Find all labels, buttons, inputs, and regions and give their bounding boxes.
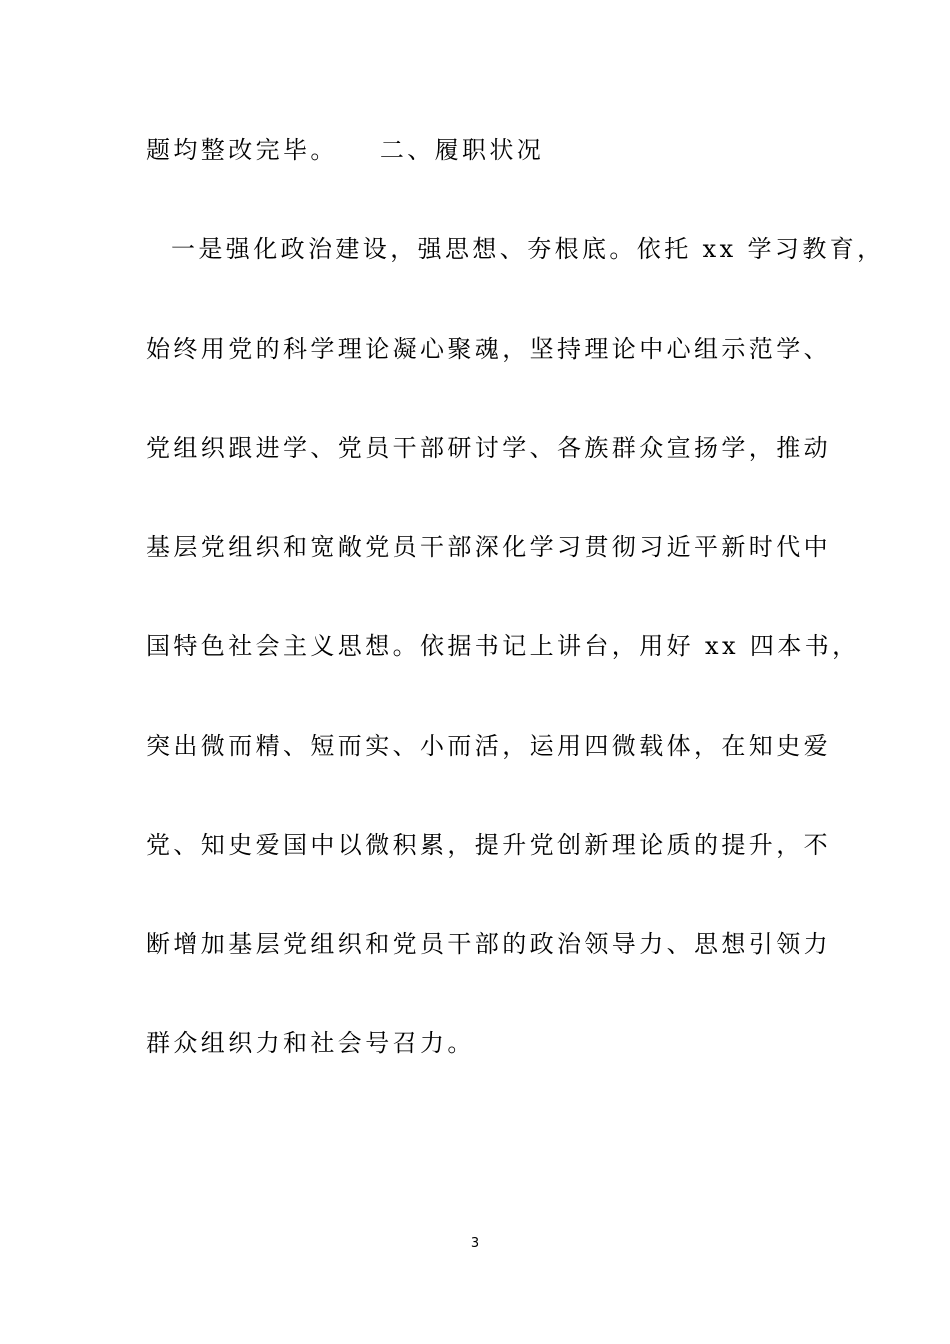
paragraph-line-5: 国特色社会主义思想。依据书记上讲台，用好 xx 四本书， xyxy=(146,632,860,660)
paragraph-line-8: 断增加基层党组织和党员干部的政治领导力、思想引领力 xyxy=(146,930,831,958)
paragraph-line-9: 群众组织力和社会号召力。 xyxy=(146,1029,475,1057)
section-heading: 二、履职状况 xyxy=(379,136,545,164)
paragraph-line-4: 基层党组织和宽敞党员干部深化学习贯彻习近平新时代中 xyxy=(146,533,831,561)
paragraph-line-3: 党组织跟进学、党员干部研讨学、各族群众宣扬学，推动 xyxy=(146,434,831,462)
paragraph-line-2: 始终用党的科学理论凝心聚魂，坚持理论中心组示范学、 xyxy=(146,335,831,363)
paragraph-line-6: 突出微而精、短而实、小而活，运用四微载体，在知史爱 xyxy=(146,732,831,760)
page-number: 3 xyxy=(470,1236,480,1251)
paragraph-line-7: 党、知史爱国中以微积累，提升党创新理论质的提升，不 xyxy=(146,831,831,859)
text-line-1 xyxy=(146,134,846,166)
previous-text-ending: 题均整改完毕。 xyxy=(146,136,338,164)
paragraph-line-1: 一是强化政治建设，强思想、夯根底。依托 xx 学习教育， xyxy=(171,235,885,263)
